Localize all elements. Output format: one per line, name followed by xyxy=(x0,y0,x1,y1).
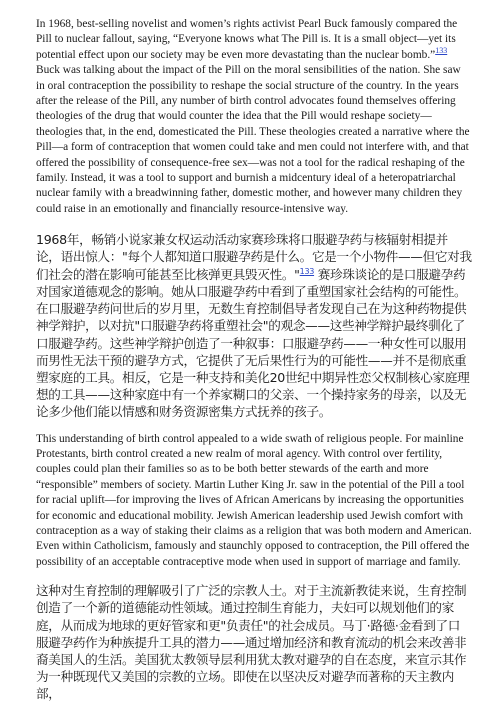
paragraph-text: 这种对生育控制的理解吸引了广泛的宗教人士。对于主流新教徒来说，生育控制创造了一个新的道德能动性领域。通过控制生育能力，夫妇可以规划他们的家庭，从而成为地球的更好管家和更"负责任"的社会成员。马丁·路德·金看到了口服避孕药作为种族提升工具的潜力——通过增加经济和教育流动的机会来改善非裔美国人的生活。美国犹太教领导层利用犹太教对避孕的自在态度，来宣示其作为一种既现代又美国的宗教的立场。即使在以坚决反对避孕而著称的天主教内部， xyxy=(36,583,467,702)
paragraph-text: Buck was talking about the impact of the Pill on the moral sensibilities of the nation. She saw in oral contraception the possibility to reshape the social structure of the country. In the years after the release of the Pill, any number of birth control advocates found themselves offering theologies of the drug that would counter the idea that the Pill would reshape society—theologies that, in the end, domesticated the Pill. These theologies created a narrative where the Pill—a form of contraception that women could take and men could not interfere with, and that offered the possibility of consequence-free sex—was not a tool for the radical reshaping of the family. Instead, it was a tool to support and burnish a midcentury ideal of a heteropatriarchal nuclear family with a breadwinning father, domestic mother, and however many children they could raise in an emotionally and financially resource-intensive way. xyxy=(36,64,470,215)
paragraph-text: 1968年，畅销小说家兼女权运动活动家赛珍珠将口服避孕药与核辐射相提并论，语出惊人："每个人都知道口服避孕药是什么。它是一个小物件——但它对我们社会的潜在影响可能甚至比核弹更具毁灭性。" xyxy=(36,232,472,282)
footnote-link[interactable]: 133 xyxy=(299,266,315,276)
paragraph-text: In 1968, best-selling novelist and women’s rights activist Pearl Buck famously compared the Pill to nuclear fallout, saying, “Everyone knows what The Pill is. It is a small object—yet its potential effect upon our society may be even more devastating than the nuclear bomb.” xyxy=(36,18,458,61)
footnote-link[interactable]: 133 xyxy=(435,46,448,56)
paragraph-chinese-1 xyxy=(36,231,472,420)
paragraph-english-2 xyxy=(36,432,472,571)
paragraph-text: This understanding of birth control appealed to a wide swath of religious people. For mainline Protestants, birth control created a new realm of moral agency. With control over fertility, couples could plan their families so as to be both better stewards of the earth and more “responsible” members of society. Martin Luther King Jr. saw in the potential of the Pill a tool for racial uplift—for improving the lives of African Americans by increasing the opportunities for economic and educational mobility. Jewish American leadership used Jewish comfort with contraception as a way of staking their claims as a religion that was both modern and American. Even within Catholicism, famously and staunchly opposed to contraception, the Pill offered the possibility of an acceptable contraceptive mode when used in support of marriage and family. xyxy=(36,432,472,568)
document-page xyxy=(36,17,472,715)
paragraph-chinese-2 xyxy=(36,582,472,702)
paragraph-english-1 xyxy=(36,17,472,217)
paragraph-text: 赛珍珠谈论的是口服避孕药对国家道德观念的影响。她从口服避孕药中看到了重塑国家社会结构的可能性。在口服避孕药问世后的岁月里，无数生育控制倡导者发现自己在为这种药物提供神学辩护，以对抗"口服避孕药将重塑社会"的观念——这些神学辩护最终驯化了口服避孕药。这些神学辩护创造了一种叙事：口服避孕药——一种女性可以服用而男性无法干预的避孕方式，它提供了无后果性行为的可能性——并不是彻底重塑家庭的工具。相反，它是一种支持和美化20世纪中期异性恋父权制核心家庭理想的工具——这种家庭中有一个养家糊口的父亲、一个操持家务的母亲，以及无论多少他们能以情感和财务资源密集方式抚养的孩子。 xyxy=(36,266,470,420)
